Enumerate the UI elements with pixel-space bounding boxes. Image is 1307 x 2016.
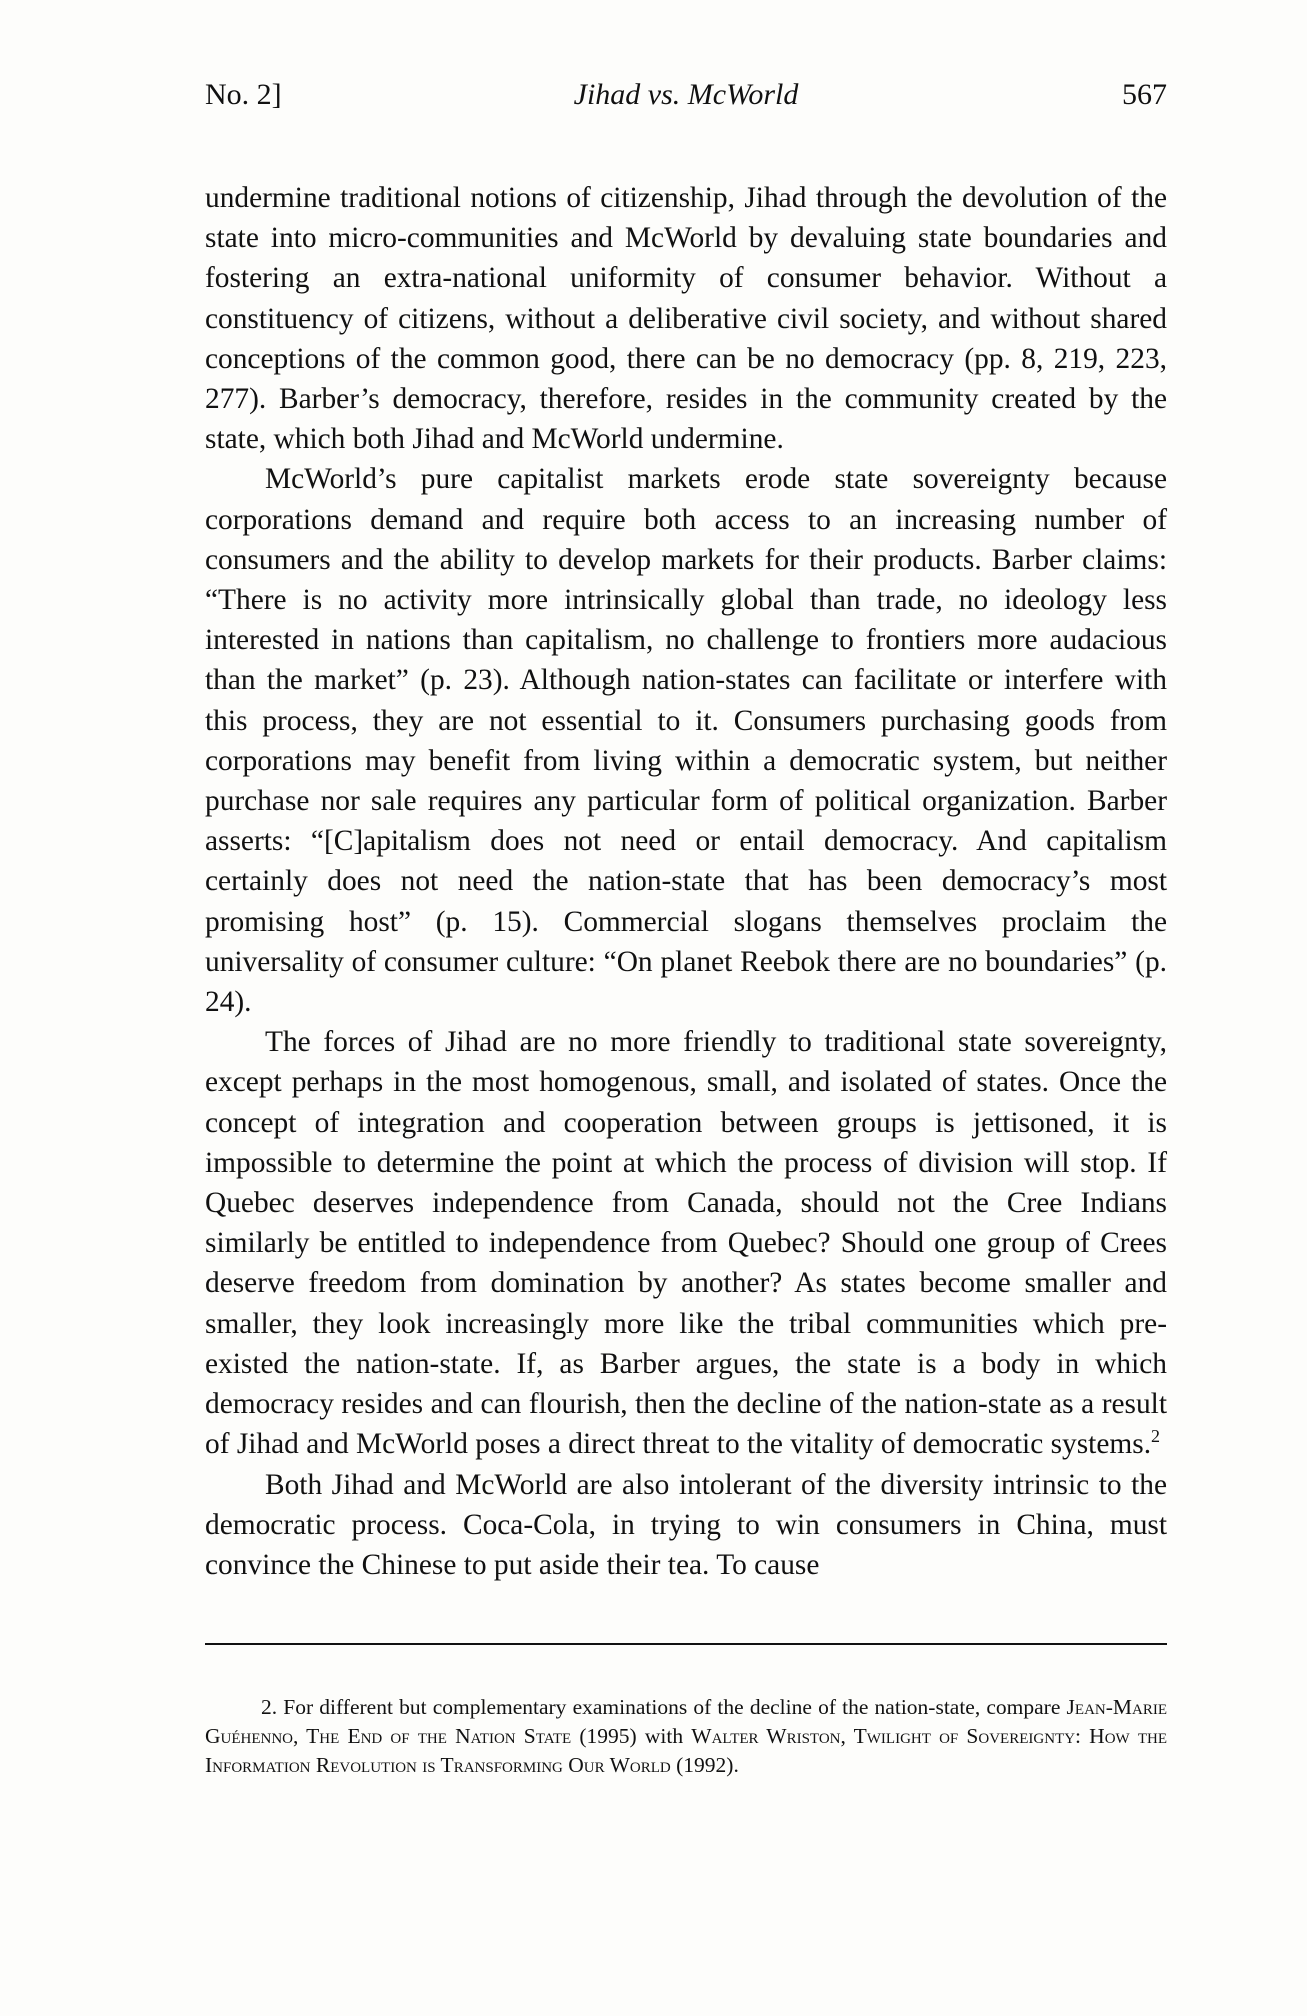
issue-number: No. 2] <box>205 78 282 111</box>
paragraph-jihad-text: The forces of Jihad are no more friendly to traditional state sovereignty, except perhaps in the most homogenous, small, and isolated of states. Once the concept of integration and cooperation between groups is jettisoned, it is impossible to determine the point at which the process of division will stop. If Quebec deserves independence from Canada, should not the Cree Indians similarly be entitled to independence from Quebec? Should one group of Crees deserve freedom from domination by another? As states become smaller and smaller, they look increasingly more like the tribal communities which pre-existed the nation-state. If, as Barber argues, the state is a body in which democracy resides and can flourish, then the decline of the nation-state as a result of Jihad and McWorld poses a direct threat to the vitality of democratic systems. <box>205 1026 1167 1461</box>
page-number: 567 <box>1122 78 1167 111</box>
footnote-divider <box>205 1643 1167 1645</box>
footnote-text-before: For different but complementary examinations of the decline of the nation-state, compare <box>283 1695 1061 1720</box>
footnote-citation-2: Walter Wriston, Twilight of Sovereignty: How the Information Revolution is Transforming Our World <box>205 1724 1168 1778</box>
document-page <box>205 78 1167 1780</box>
footnote-mid: with <box>644 1724 684 1749</box>
running-header <box>205 78 1167 126</box>
body-text <box>205 178 1167 1585</box>
paragraph-mcworld-markets: McWorld’s pure capitalist markets erode state sovereignty because corporations demand and require both access to an increasing number of consumers and the ability to develop markets for their products. Barber claims: “There is no activity more intrinsically global than trade, no ideology less interested in nations than capitalism, no challenge to frontiers more audacious than the market” (p. 23). Although nation-states can facilitate or interfere with this process, they are not essential to it. Consumers purchasing goods from corporations may benefit from living within a democratic system, but neither purchase nor sale requires any particular form of political organization. Barber asserts: “[C]apitalism does not need or entail democracy. And capitalism certainly does not need the nation-state that has been democracy’s most promising host” (p. 15). Commercial slogans themselves proclaim the universality of consumer culture: “On planet Reebok there are no boundaries” (p. 24). <box>205 463 1167 1019</box>
running-title: Jihad vs. McWorld <box>573 78 799 111</box>
paragraph-jihad-sovereignty <box>205 1022 1167 1464</box>
paragraph-continued: undermine traditional notions of citizenship, Jihad through the devolution of the state into micro-communities and McWorld by devaluing state boundaries and fostering an extra-national uniformity of consumer behavior. Without a constituency of citizens, without a deliberative civil society, and without shared conceptions of the common good, there can be no democracy (pp. 8, 219, 223, 277). Barber’s democracy, therefore, resides in the community created by the state, which both Jihad and McWorld undermine. <box>205 182 1167 456</box>
footnote-citation-1: Jean-Marie Guéhenno, The End of the Nation State <box>205 1695 1168 1749</box>
footnote-year-1: (1995) <box>579 1724 637 1749</box>
footnote <box>205 1693 1167 1780</box>
footnote-year-2: (1992). <box>676 1753 739 1778</box>
paragraph-diversity: Both Jihad and McWorld are also intolerant of the diversity intrinsic to the democratic process. Coca-Cola, in trying to win consumers in China, must convince the Chinese to put aside their tea. To cause <box>205 1468 1167 1581</box>
footnote-marker[interactable]: 2 <box>1151 1426 1161 1447</box>
footnote-number: 2. <box>261 1695 278 1720</box>
